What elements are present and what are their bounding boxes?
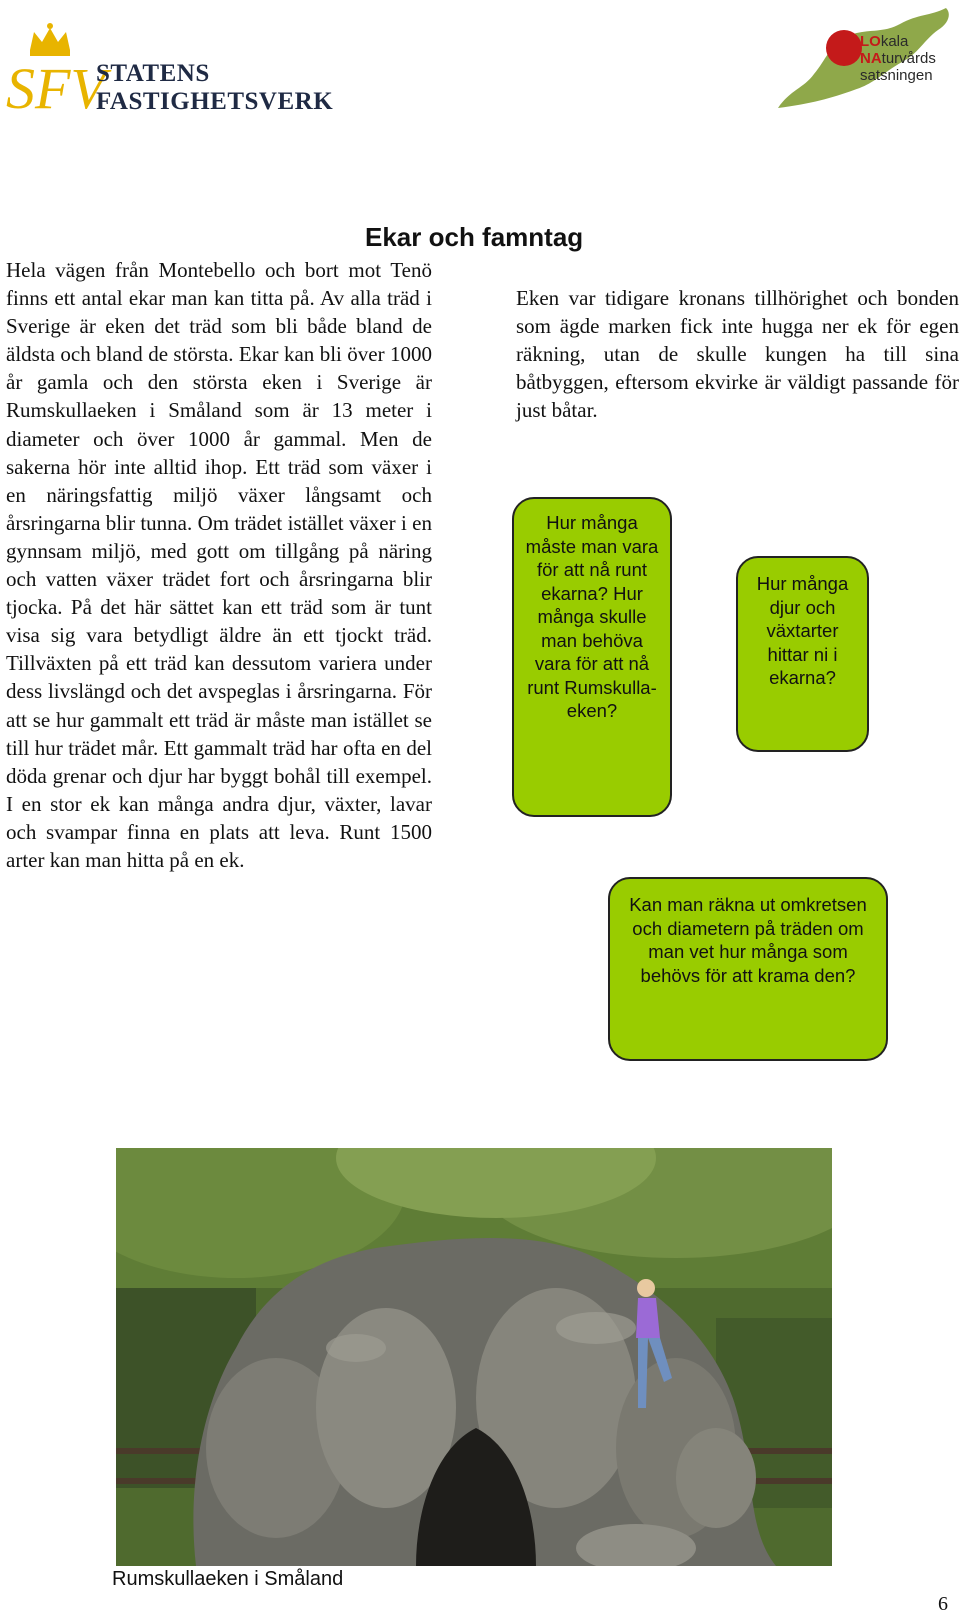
oak-photo xyxy=(116,1148,832,1566)
page-number: 6 xyxy=(938,1593,948,1615)
svg-text:SFV: SFV xyxy=(6,56,106,118)
photo-caption: Rumskullaeken i Småland xyxy=(112,1568,344,1590)
page-title: Ekar och famntag xyxy=(365,222,584,252)
lona-logo-line2: NAturvårds xyxy=(860,50,936,67)
question-bubble-circumference: Kan man räkna ut omkretsen och diametern på träden om man vet hur många som behövs för att krama den? xyxy=(608,877,888,1061)
lona-logo-line1: LOkala xyxy=(860,33,909,50)
lona-logo-line3: satsningen xyxy=(860,67,933,84)
crown-icon xyxy=(30,23,70,56)
question-bubble-species: Hur många djur och växtarter hittar ni i ekarna? xyxy=(736,556,869,752)
sfv-logo-line1: STATENS xyxy=(96,60,210,87)
sfv-logo-line2: FASTIGHETSVERK xyxy=(96,88,334,115)
left-column-text: Hela vägen från Montebello och bort mot Tenö finns ett antal ekar man kan titta på. Av alla träd i Sverige är eken det träd som bli både bland de äldsta och bland de största. Ekar kan bli över 1000 år gamla och den största eken i Sverige är Rumskullaeken i Småland som är 13 meter i diameter och över 1000 år gammal. Men de sakerna hör inte alltid ihop. Ett träd som växer i en näringsfattig miljö växer långsamt och årsringarna blir tunna. Om trädet istället växer i en gynnsam miljö, med gott om tillgång på näring och vatten växer trädet fort och årsringarna blir tjocka. På det här sättet kan ett träd som är tunt visa sig vara betydligt äldre än ett tjockt träd. Tillväxten på ett träd kan dessutom variera under dess livslängd och det avspeglas i årsringarna. För att se hur gammalt ett träd är måste man istället se till hur trädet mår. Ett gammalt träd har ofta en del döda grenar och djur har byggt bohål till exempel. I en stor ek kan många andra djur, växter, lavar och svampar finna en plats att leva. Runt 1500 arter kan man hitta på en ek. xyxy=(6,258,432,872)
question-bubble-embrace: Hur många måste man vara för att nå runt ekarna? Hur många skulle man behöva vara för att nå runt Rumskulla-eken? xyxy=(512,497,672,817)
right-column-text: Eken var tidigare kronans tillhörighet och bonden som ägde marken fick inte hugga ner ek för egen räkning, utan de skulle kungen ha till sina båtbyggen, eftersom ekvirke är väldigt passande för just båtar. xyxy=(516,286,959,423)
